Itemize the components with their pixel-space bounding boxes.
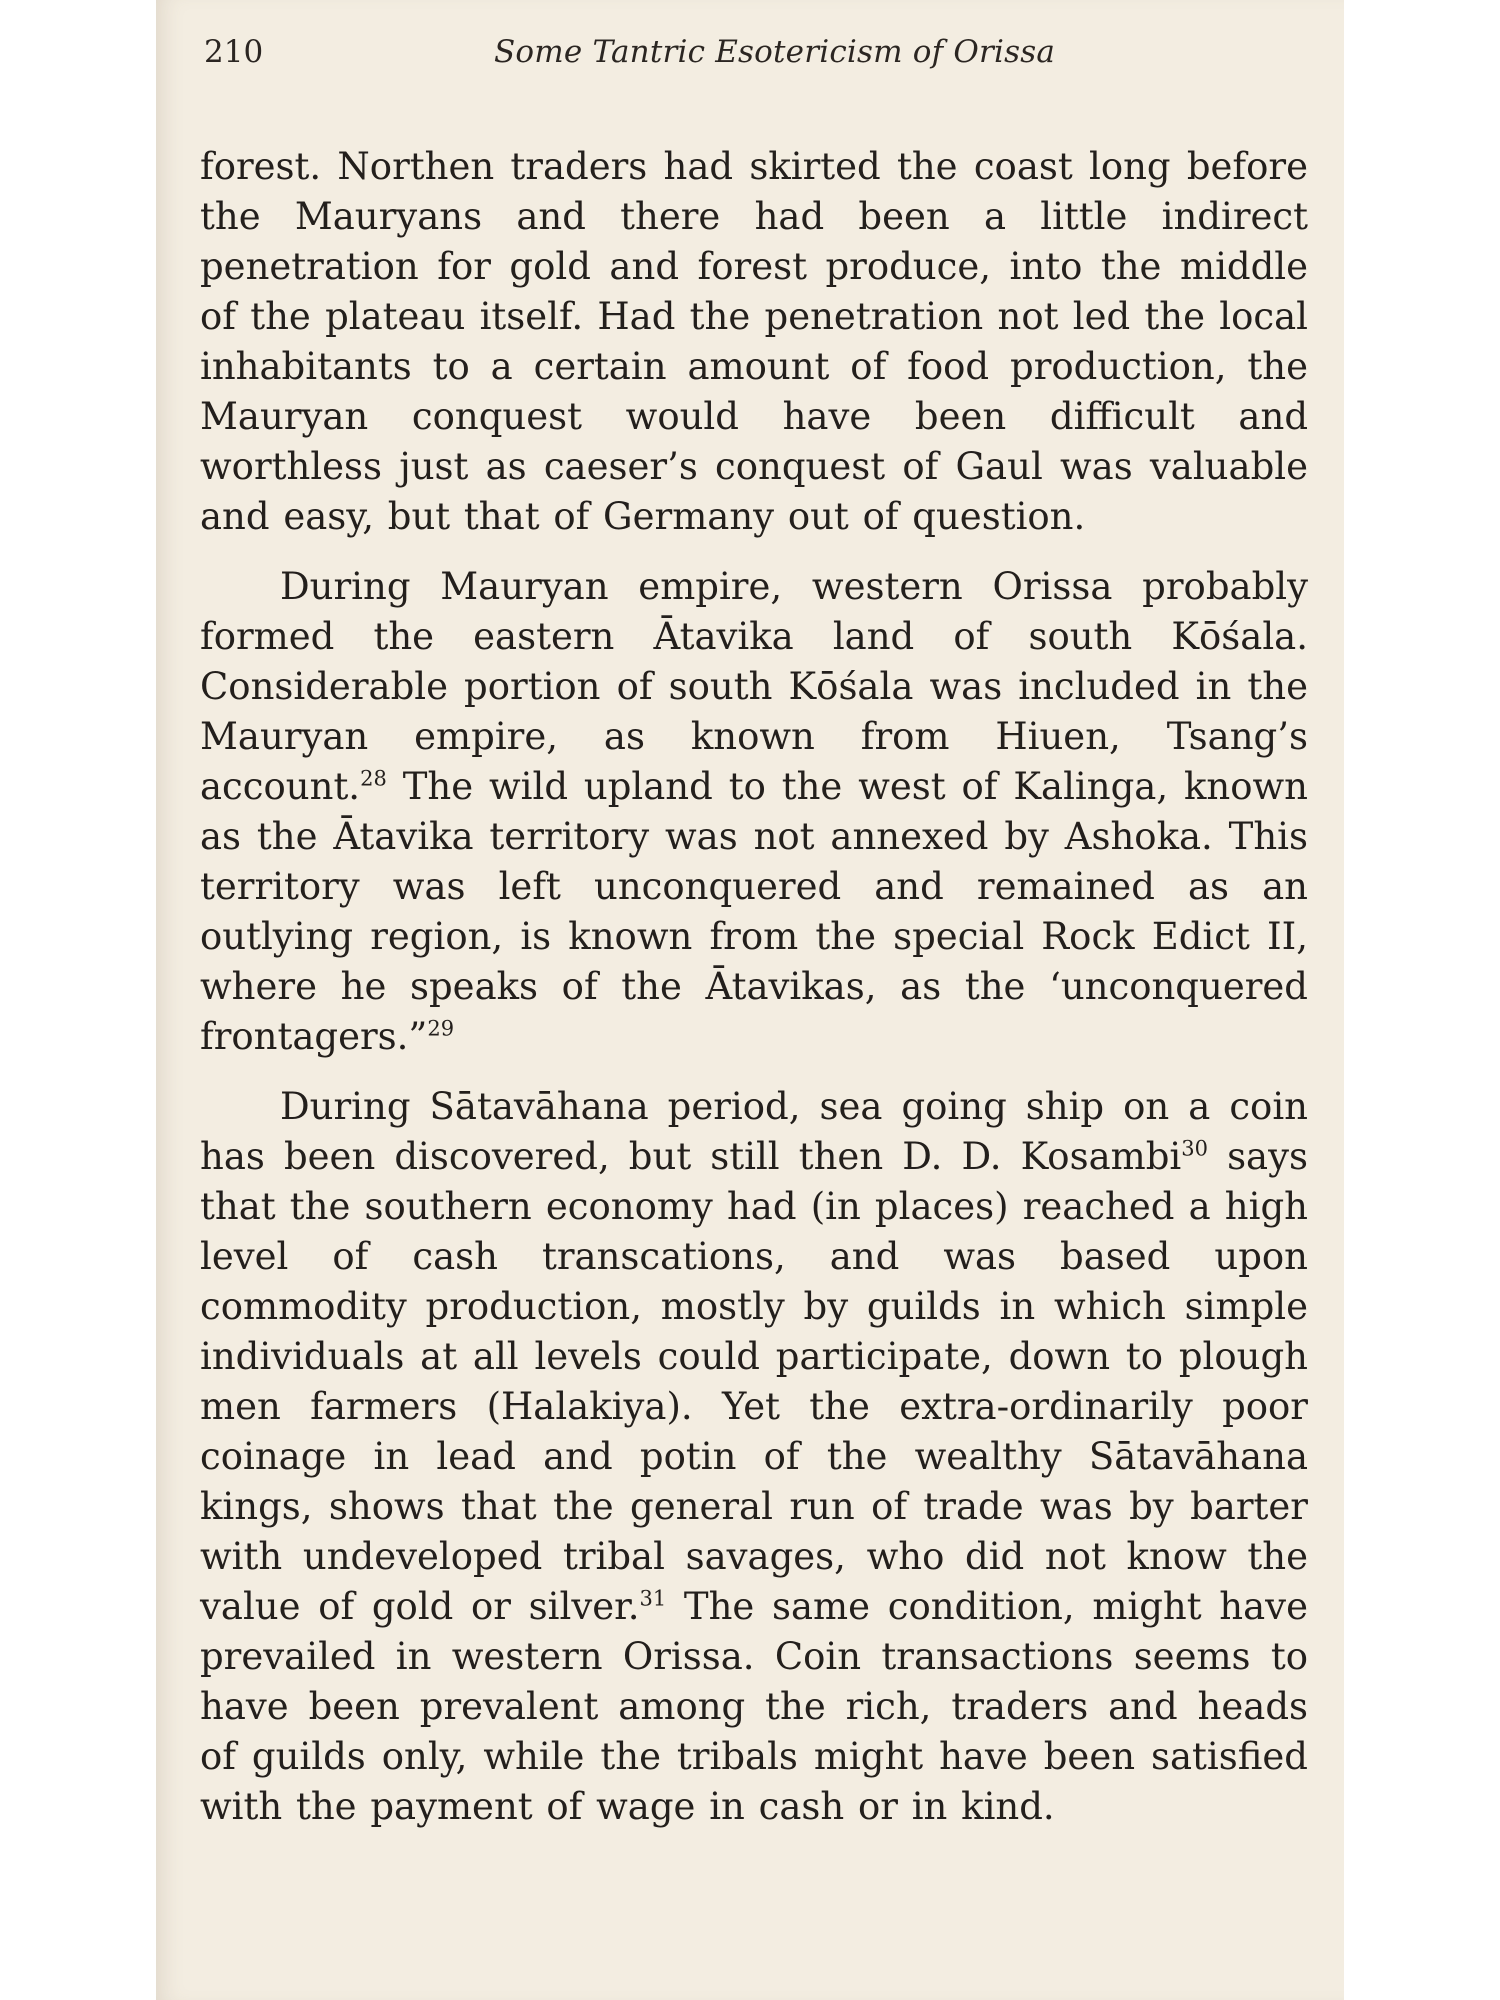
paragraph-3-text-a: During Sātavāhana period, sea going ship on a coin has been discovered, but still then D. D. Kosambi xyxy=(200,1085,1308,1178)
footnote-ref-29: 29 xyxy=(427,1016,455,1041)
page-number: 210 xyxy=(204,34,264,70)
running-title: Some Tantric Esotericism of Orissa xyxy=(494,34,1056,70)
footnote-ref-30: 30 xyxy=(1181,1136,1208,1161)
paragraph-1 xyxy=(200,142,1308,542)
paragraph-3 xyxy=(200,1082,1308,1832)
paragraph-3-text-b: says that the southern economy had (in places) reached a high level of cash transcations, and was based upon commodity production, mostly by guilds in which simple individuals at all levels could participate, down to plough men farmers (Halakiya). Yet the extra-ordinarily poor coinage in lead and potin of the wealthy Sātavāhana kings, shows that the general run of trade was by barter with undeveloped tribal savages, who did not know the value of gold or silver. xyxy=(200,1135,1309,1628)
paragraph-2-text-b: The wild upland to the west of Kalinga, known as the Ātavika territory was not annexed by Ashoka. This territory was left unconquered and remained as an outlying region, is known from the special Rock Edict II, where he speaks of the Ātavikas, as the ‘unconquered frontagers.” xyxy=(200,765,1308,1058)
paragraph-2-text-a: During Mauryan empire, western Orissa probably formed the eastern Ātavika land of south Kōśala. Considerable portion of south Kōśala was included in the Mauryan empire, as known from Hiuen, Tsang’s account. xyxy=(200,565,1308,808)
footnote-ref-28: 28 xyxy=(360,766,387,791)
paragraph-1-text: forest. Northen traders had skirted the coast long before the Mauryans and there had been a little indirect penetration for gold and forest produce, into the middle of the plateau itself. Had the penetration not led the local inhabitants to a certain amount of food production, the Mauryan conquest would have been difficult and worthless just as caeser’s conquest of Gaul was valuable and easy, but that of Germany out of question. xyxy=(200,145,1308,538)
footnote-ref-31: 31 xyxy=(639,1586,667,1611)
paragraph-2 xyxy=(200,562,1308,1062)
book-page xyxy=(156,0,1344,2000)
body-text xyxy=(200,142,1308,1852)
running-header xyxy=(204,32,1194,76)
paragraph-3-text-c: The same condition, might have prevailed in western Orissa. Coin transactions seems to have been prevalent among the rich, traders and heads of guilds only, while the tribals might have been satisfied with the payment of wage in cash or in kind. xyxy=(200,1585,1308,1828)
